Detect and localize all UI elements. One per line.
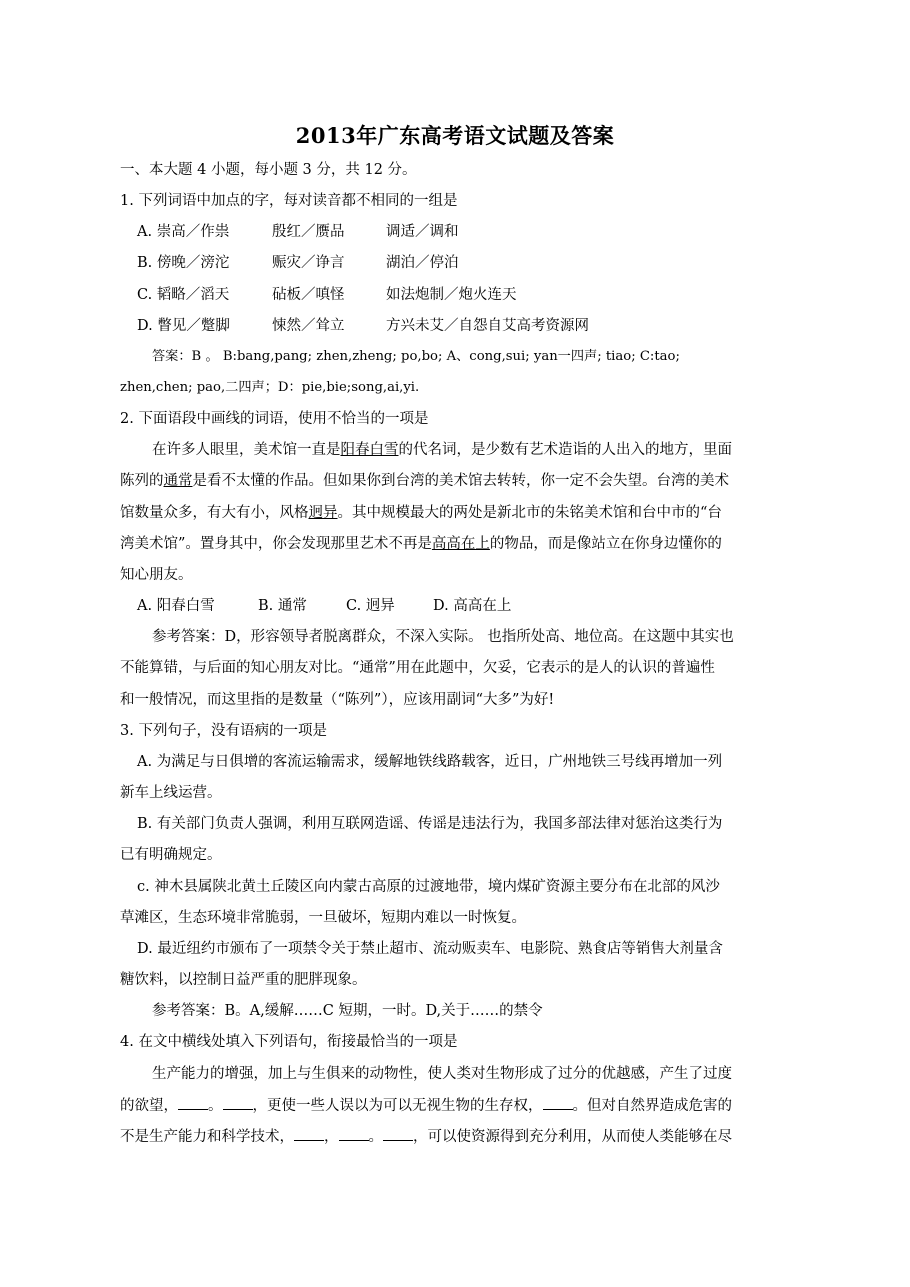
underlined-phrase: 通常 — [163, 473, 193, 489]
q1-answer-line2: zhen,chen; pao,二四声；D：pie,bie;song,ai,yi. — [120, 380, 420, 395]
page-title: 2013年广东高考语文试题及答案 — [295, 123, 615, 148]
underlined-phrase: 迥异 — [308, 505, 338, 521]
q4-stem: 4. 在文中横线处填入下列语句，衔接最恰当的一项是 — [120, 1034, 458, 1050]
q2-answer-line3: 和一般情况，而这里指的是数量（“陈列”），应该用副词“大多”为好! — [120, 692, 555, 708]
q3-option-d-line2: 糖饮料，以控制日益严重的肥胖现象。 — [120, 972, 367, 988]
q2-answer-line1: 参考答案：D，形容领导者脱离群众，不深入实际。 也指所处高、地位高。在这题中其实也 — [152, 629, 734, 645]
q3-option-d-line1: D. 最近纽约市颁布了一项禁令关于禁止超市、流动贩卖车、电影院、熟食店等销售大剂量含 — [137, 941, 723, 957]
q1-stem: 1. 下列词语中加点的字，每对读音都不相同的一组是 — [120, 193, 458, 209]
underlined-phrase: 高高在上 — [431, 536, 490, 552]
q3-option-b-line2: 已有明确规定。 — [120, 847, 222, 863]
q2-paragraph-line2: 陈列的通常是看不太懂的作品。但如果你到台湾的美术馆去转转，你一定不会失望。台湾的美术 — [120, 473, 729, 489]
q3-option-b-line1: B. 有关部门负责人强调，利用互联网造谣、传谣是违法行为，我国多部法律对惩治这类行为 — [137, 816, 723, 832]
q3-option-c-line1: c. 神木县属陕北黄土丘陵区向内蒙古高原的过渡地带，境内煤矿资源主要分布在北部的风沙 — [137, 879, 720, 895]
q3-answer: 参考答案：B。A,缓解……C 短期，一时。D,关于……的禁令 — [152, 1003, 543, 1019]
document-page: 2013年广东高考语文试题及答案 一、本大题 4 小题，每小题 3 分，共 12 分。 1. 下列词语中加点的字，每对读音都不相同的一组是 A. 崇高／作祟 殷红／赝品 调适／调和 B. 傍晚／滂沱 赈灾／诤言 湖泊／停泊 C. 韬略／滔天 砧板／嗔怪 如法炮制／炮火连天 D. 瞥见／蹩脚 悚然／耸立 方兴未艾／自怨自艾高考资源网 答案：B 。 B:bang,pang; zhen,zheng; po,bo; A、cong,sui; yan一四声; tiao; C:tao; zhen,chen; pao,二四声；D：pie,bie;song,ai,yi. 2. 下面语段中画线的词语，使用不恰当的一项是 在许多人眼里，美术馆一直是阳春白雪的代名词，是少数有艺术造诣的人出入的地方，里面 陈列的通常是看不太懂的作品。但如果你到台湾的美术馆去转转，你一定不会失望。台湾的美术 馆数量众多，有大有小，风格迥异。其中规模最大的两处是新北市的朱铭美术馆和台中市的“台 湾美术馆”。置身其中，你会发现那里艺术不再是高高在上的物品，而是像站立在你身边懂你的 知心朋友。 A. 阳春白雪 B. 通常 C. 迥异 D. 高高在上 参考答案：D，形容领导者脱离群众，不深入实际。 也指所处高、地位高。在这题中其实也 不能算错，与后面的知心朋友对比。“通常”用在此题中，欠妥，它表示的是人的认识的普遍性 和一般情况，而这里指的是数量（“陈列”），应该用副词“大多”为好! 3. 下列句子，没有语病的一项是 A. 为满足与日俱增的客流运输需求，缓解地铁线路载客，近日，广州地铁三号线再增加一列 新车上线运营。 B. 有关部门负责人强调，利用互联网造谣、传谣是违法行为，我国多部法律对惩治这类行为 已有明确规定。 c. 神木县属陕北黄土丘陵区向内蒙古高原的过渡地带，境内煤矿资源主要分布在北部的风沙 草滩区，生态环境非常脆弱，一旦破坏，短期内难以一时恢复。 D. 最近纽约市颁布了一项禁令关于禁止超市、流动贩卖车、电影院、熟食店等销售大剂量含 糖饮料，以控制日益严重的肥胖现象。 参考答案：B。A,缓解……C 短期，一时。D,关于……的禁令 4. 在文中横线处填入下列语句，衔接最恰当的一项是 生产能力的增强，加上与生俱来的动物性，使人类对生物形成了过分的优越感，产生了过度 的欲望， 。 ，更使一些人误以为可以无视生物的生存权， 。但对自然界造成危害的 不是生产能力和科学技术， ， 。 ，可以使资源得到充分利用，从而使人类能够在尽 — [0, 0, 910, 1287]
fill-blank — [294, 1126, 324, 1141]
q3-option-c-line2: 草滩区，生态环境非常脆弱，一旦破坏，短期内难以一时恢复。 — [120, 910, 526, 926]
section-header: 一、本大题 4 小题，每小题 3 分，共 12 分。 — [120, 162, 417, 178]
q2-answer-line2: 不能算错，与后面的知心朋友对比。“通常”用在此题中，欠妥，它表示的是人的认识的普遍性 — [120, 660, 715, 676]
q2-stem: 2. 下面语段中画线的词语，使用不恰当的一项是 — [120, 411, 429, 427]
q2-paragraph-line5: 知心朋友。 — [120, 567, 193, 583]
underlined-phrase: 阳春白雪 — [340, 442, 399, 458]
q4-paragraph-line1: 生产能力的增强，加上与生俱来的动物性，使人类对生物形成了过分的优越感，产生了过度 — [152, 1066, 732, 1082]
q3-option-a-line2: 新车上线运营。 — [120, 785, 222, 801]
fill-blank — [223, 1095, 253, 1110]
q2-paragraph-line3: 馆数量众多，有大有小，风格迥异。其中规模最大的两处是新北市的朱铭美术馆和台中市的“台 — [120, 505, 722, 521]
q3-option-a-line1: A. 为满足与日俱增的客流运输需求，缓解地铁线路载客，近日，广州地铁三号线再增加一列 — [137, 754, 723, 770]
q2-paragraph-line4: 湾美术馆”。置身其中，你会发现那里艺术不再是高高在上的物品，而是像站立在你身边懂你的 — [120, 536, 722, 552]
q3-stem: 3. 下列句子，没有语病的一项是 — [120, 723, 327, 739]
q2-paragraph-line1: 在许多人眼里，美术馆一直是阳春白雪的代名词，是少数有艺术造诣的人出入的地方，里面 — [152, 442, 732, 458]
q4-paragraph-line2: 的欲望， 。 ，更使一些人误以为可以无视生物的生存权， 。但对自然界造成危害的 — [120, 1095, 732, 1116]
fill-blank — [178, 1095, 208, 1110]
q4-paragraph-line3: 不是生产能力和科学技术， ， 。 ，可以使资源得到充分利用，从而使人类能够在尽 — [120, 1126, 732, 1147]
fill-blank — [383, 1126, 413, 1141]
q1-answer-line1: 答案：B 。 B:bang,pang; zhen,zheng; po,bo; A、cong,sui; yan一四声; tiao; C:tao; — [152, 349, 680, 364]
fill-blank — [543, 1095, 573, 1110]
fill-blank — [339, 1126, 369, 1141]
